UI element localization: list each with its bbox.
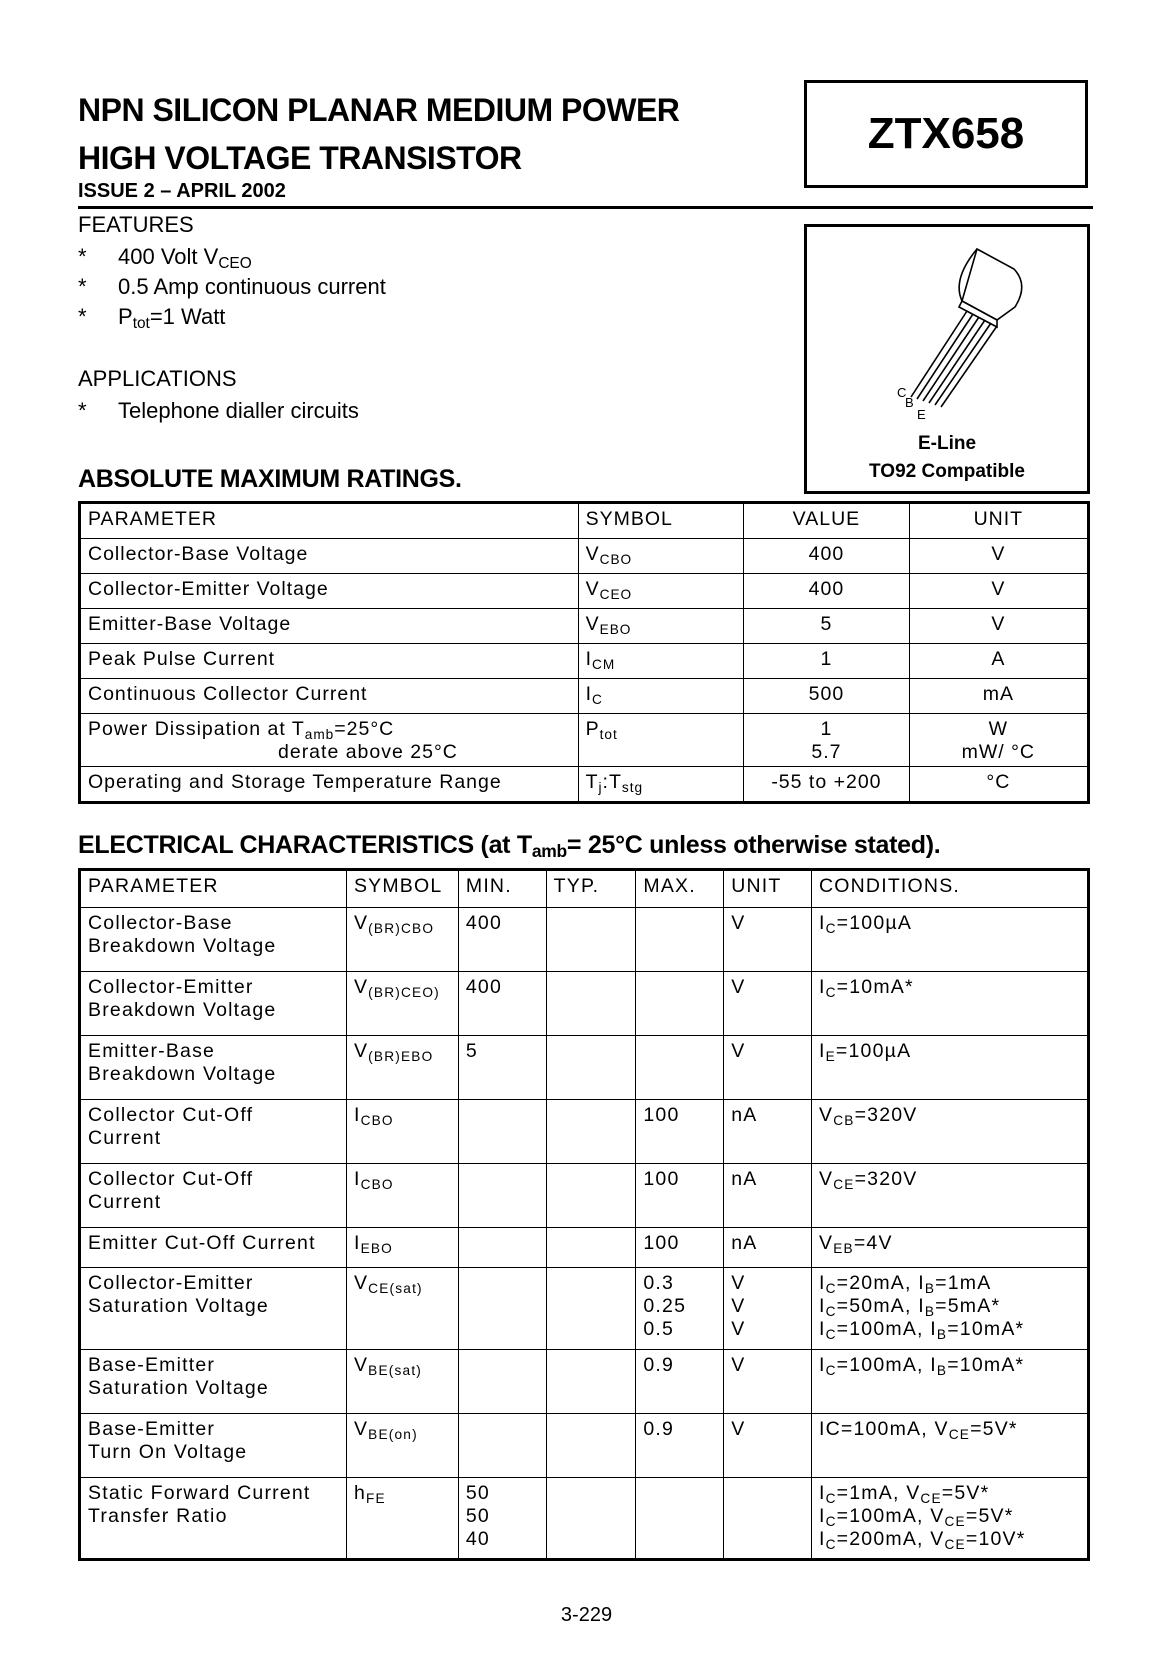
table-row: Collector-Base Voltage $V_{CBO}$ 400 V [80, 539, 1089, 574]
electrical-characteristics-table [78, 868, 1090, 1561]
absolute-maximum-ratings-table [78, 501, 1090, 804]
table-row: Collector Cut-Off Current $I_{CBO}$ 100 nA $V_{CB}=320V$ [80, 1100, 1089, 1164]
table-row: Base-Emitter Turn On Voltage $V_{BE(on)}$ 0.9 V IC=100mA, $V_{CE}=5V*$ [80, 1414, 1089, 1478]
header-rule [78, 206, 1093, 209]
table-row: Collector-Emitter Breakdown Voltage $V_{(BR)CEO)}$ 400 V $I_C=10mA*$ [80, 972, 1089, 1036]
feature-item: * 0.5 Amp continuous current [78, 274, 386, 299]
title-line-1: NPN SILICON PLANAR MEDIUM POWER [78, 92, 680, 128]
table-row: Peak Pulse Current $I_{CM}$ 1 A [80, 644, 1089, 679]
table-row: Collector Cut-Off Current $I_{CBO}$ 100 nA $V_{CE}=320V$ [80, 1164, 1089, 1228]
package-box [804, 224, 1090, 494]
package-caption-1: E-Line [917, 433, 977, 454]
to92-package-icon [807, 227, 1087, 417]
pin-b-label: B [905, 395, 914, 410]
table-row: Emitter-Base Voltage $V_{EBO}$ 5 V [80, 609, 1089, 644]
table-row: Emitter-Base Breakdown Voltage $V_{(BR)EBO}$ 5 V $I_E=100\mu A$ [80, 1036, 1089, 1100]
table-row: Collector-Emitter Saturation Voltage $V_{CE(sat)}$ 0.3 0.25 0.5 V V V $I_C=20mA$, $I_B=1mA$ $I_C=50mA$, $I_B=5mA*$ $I_C=100mA$, $I_B=10mA*$ [80, 1268, 1089, 1350]
table-row: Continuous Collector Current $I_C$ 500 mA [80, 679, 1089, 714]
table-row: Collector-Emitter Voltage $V_{CEO}$ 400 V [80, 574, 1089, 609]
pin-c-label: C [897, 385, 907, 400]
package-caption-2: TO92 Compatible [869, 461, 1025, 482]
features-heading: FEATURES [78, 212, 194, 237]
feature-item: * 400 Volt $V_{CEO}$ [78, 244, 252, 272]
application-item: * Telephone dialler circuits [78, 398, 359, 423]
title-line-2: HIGH VOLTAGE TRANSISTOR [78, 140, 522, 176]
part-number-box [804, 80, 1088, 188]
pin-e-label: E [917, 407, 926, 422]
part-number: ZTX658 [867, 109, 1025, 158]
feature-item: * $P_{tot}=1$ Watt [78, 304, 226, 332]
ec-heading: ELECTRICAL CHARACTERISTICS (at $T_{amb}= 25^\circ C$ unless otherwise stated). [78, 831, 941, 861]
table-header-row: PARAMETER SYMBOL MIN. TYP. MAX. UNIT CONDITIONS. [80, 870, 1089, 908]
table-row: Base-Emitter Saturation Voltage $V_{BE(sat)}$ 0.9 V $I_C=100mA$, $I_B=10mA*$ [80, 1350, 1089, 1414]
table-row: Static Forward Current Transfer Ratio $h_{FE}$ 50 50 40 $I_C=1mA$, $V_{CE}=5V*$ $I_C=100mA$, $V_{CE}=5V*$ $I_C=200mA$, $V_{CE}=10V*$ [80, 1478, 1089, 1560]
applications-heading: APPLICATIONS [78, 366, 237, 391]
table-row: Operating and Storage Temperature Range $T_j:T_{stg}$ -55 to +200 °C [80, 767, 1089, 803]
page-number: 3-229 [560, 1604, 613, 1626]
table-header-row: PARAMETER SYMBOL VALUE UNIT [80, 503, 1089, 539]
document-title [78, 86, 679, 182]
table-row: Emitter Cut-Off Current $I_{EBO}$ 100 nA $V_{EB}=4V$ [80, 1228, 1089, 1268]
table-row: Collector-Base Breakdown Voltage $V_{(BR)CBO}$ 400 V $I_C=100\mu A$ [80, 908, 1089, 972]
amr-heading: ABSOLUTE MAXIMUM RATINGS. [78, 465, 462, 493]
table-row: Power Dissipation at $T_{amb}=25^\circ C$ derate above 25°C $P_{tot}$ 1 5.7 W mW/ °C [80, 714, 1089, 767]
issue-date: ISSUE 2 – APRIL 2002 [78, 180, 286, 202]
